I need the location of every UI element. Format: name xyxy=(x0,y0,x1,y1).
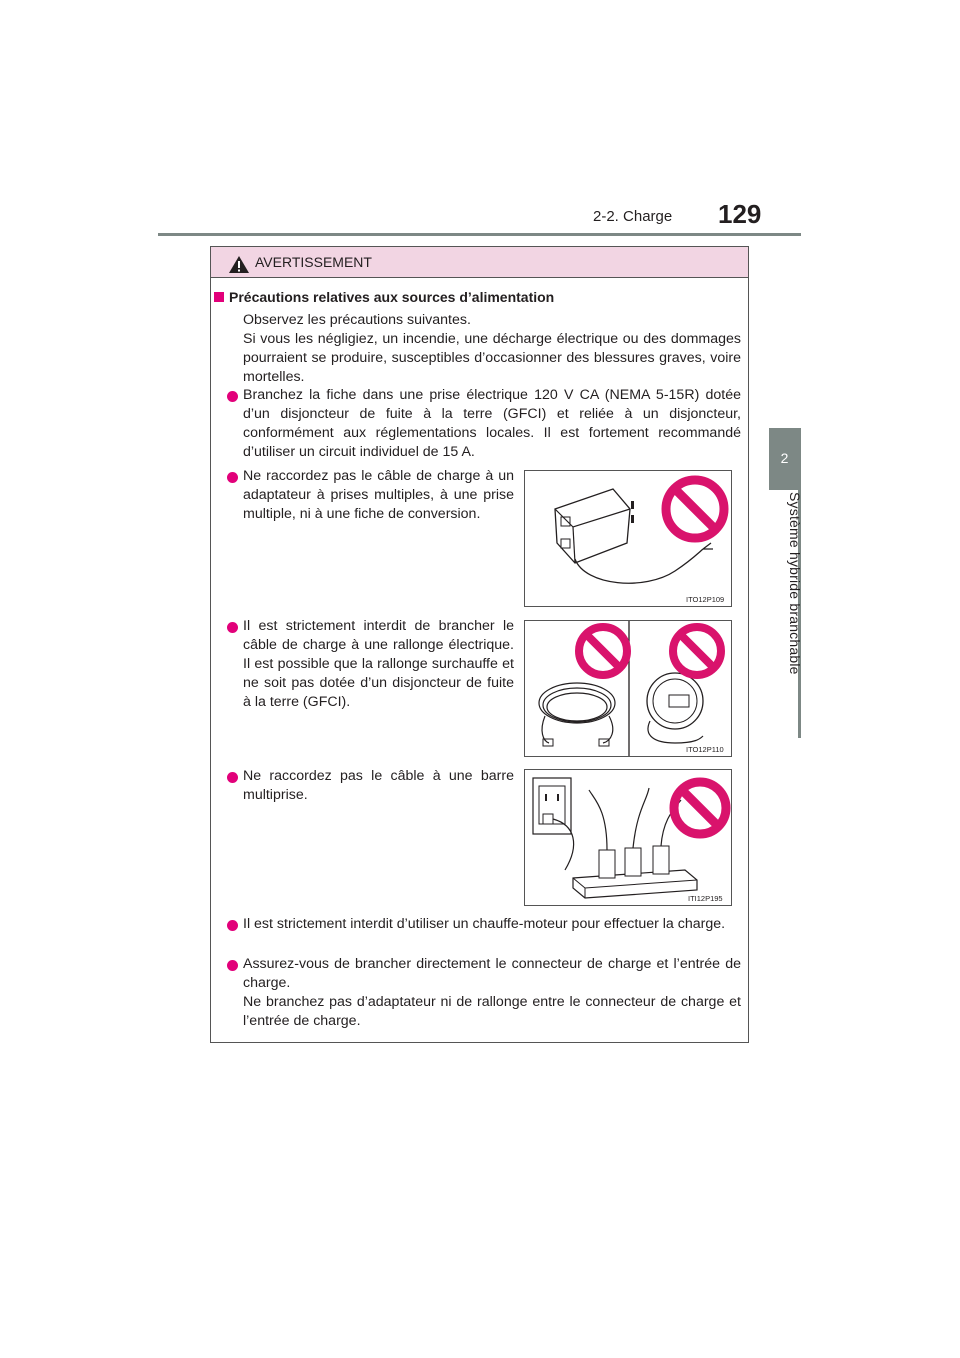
page-number: 129 xyxy=(718,199,762,229)
figure-code: ITI12P195 xyxy=(688,894,723,903)
figure-power-strip xyxy=(524,769,732,906)
warning-header xyxy=(211,247,748,278)
bullet-dot-icon xyxy=(227,772,238,783)
bullet-dot-icon xyxy=(227,472,238,483)
header-rule xyxy=(158,233,801,236)
section-title: 2-2. Charge xyxy=(593,208,673,225)
chapter-title: Système hybride branchable xyxy=(787,492,803,675)
bullet-dot-icon xyxy=(227,920,238,931)
figure-code: ITO12P110 xyxy=(686,745,724,754)
prohibition-icon xyxy=(673,627,721,675)
bullet-dot-icon xyxy=(227,622,238,633)
intro-text: Observez les précautions suivantes. Si vous les négligiez, un incendie, une décharge électrique ou des dommages pourraient se produire, susceptibles d’occasionner des blessures graves, voire mortelles. xyxy=(243,312,741,385)
bullet-text: Branchez la fiche dans une prise électrique 120 V CA (NEMA 5-15R) dotée d’un disjoncteur de fuite à la terre (GFCI) et reliée à un disjoncteur, conformément aux réglementations locales. Il est fortement recommandé d’utiliser un circuit individuel de 15 A. xyxy=(243,387,741,460)
chapter-number: 2 xyxy=(780,450,789,466)
bullet-text: Assurez-vous de brancher directement le connecteur de charge et l’entrée de charge. Ne branchez pas d’adaptateur ni de rallonge entre le connecteur de charge et l’entrée de charge. xyxy=(243,956,741,1029)
square-bullet-icon xyxy=(214,292,224,302)
chapter-tab xyxy=(769,428,800,490)
figure-extension-cord xyxy=(524,620,732,757)
bullet-text: Il est strictement interdit d’utiliser un chauffe-moteur pour effectuer la charge. xyxy=(243,916,726,932)
prohibition-icon xyxy=(579,627,627,675)
figure-code: ITO12P109 xyxy=(686,595,725,604)
warning-title: AVERTISSEMENT xyxy=(255,254,372,270)
figure-multi-adapter xyxy=(524,470,732,607)
bullet-dot-icon xyxy=(227,391,238,402)
prohibition-icon xyxy=(666,480,724,538)
warning-triangle-icon xyxy=(228,255,250,274)
bullet-text: Ne raccordez pas le câble de charge à un adaptateur à prises multiples, à une prise multiple, ni à une fiche de conversion. xyxy=(243,468,514,522)
bullet-text: Il est strictement interdit de brancher le câble de charge à une rallonge électrique. Il est possible que la rallonge surchauffe et ne soit pas dotée d’un disjoncteur de fuite à la terre (GFCI). xyxy=(243,618,514,710)
bullet-dot-icon xyxy=(227,960,238,971)
section-heading: Précautions relatives aux sources d’alimentation xyxy=(214,289,554,305)
prohibition-icon xyxy=(674,782,726,834)
bullet-text: Ne raccordez pas le câble à une barre multiprise. xyxy=(243,768,514,803)
